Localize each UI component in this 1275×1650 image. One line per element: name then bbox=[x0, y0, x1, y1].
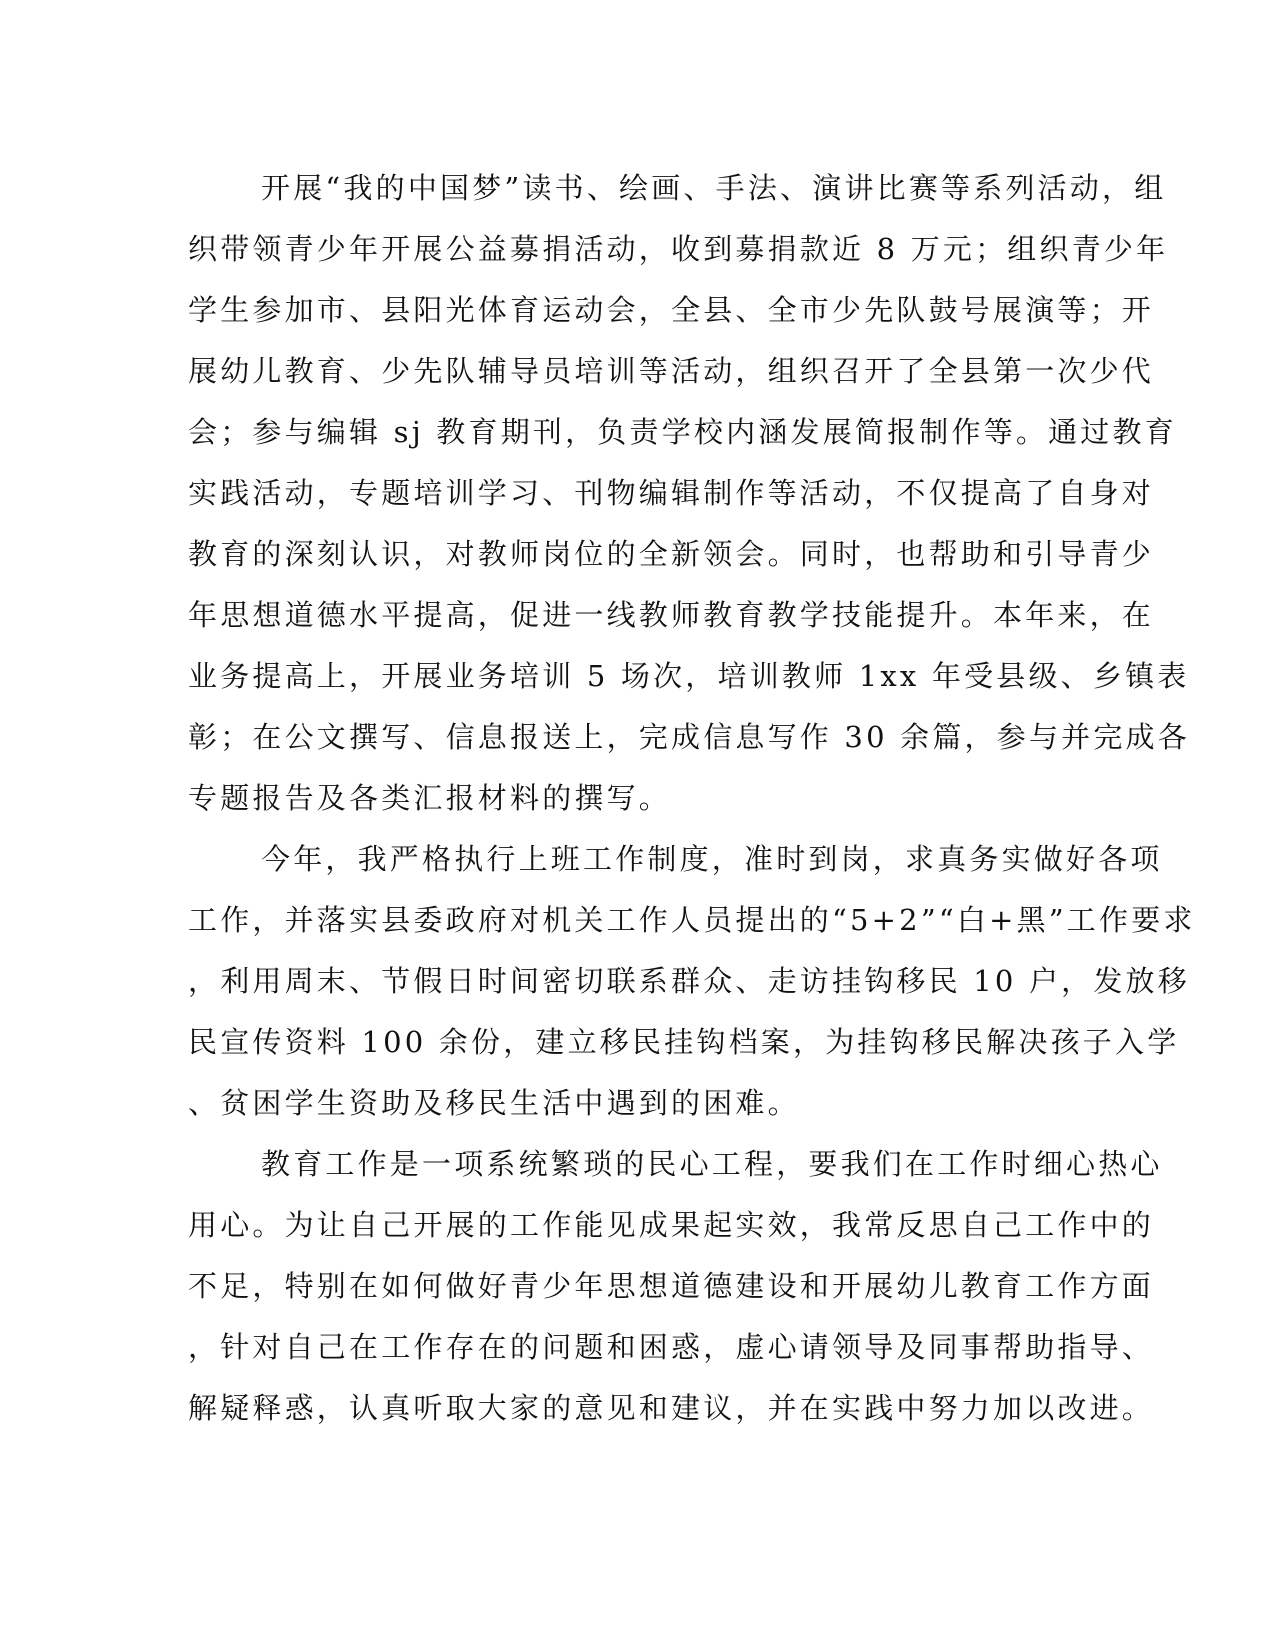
paragraph-3 bbox=[188, 1134, 1163, 1439]
paragraph-line: 年思想道德水平提高，促进一线教师教育教学技能提升。本年来，在 bbox=[188, 598, 1155, 632]
paragraph-line: 今年，我严格执行上班工作制度，准时到岗，求真务实做好各项 bbox=[261, 842, 1163, 876]
paragraph-line: ，利用周末、节假日时间密切联系群众、走访挂钩移民 10 户，发放移 bbox=[188, 964, 1190, 998]
paragraph-1 bbox=[188, 158, 1190, 829]
paragraph-2 bbox=[188, 829, 1196, 1134]
paragraph-line: 工作，并落实县委政府对机关工作人员提出的“5+2”“白+黑”工作要求 bbox=[188, 903, 1196, 937]
paragraph-line: 不足，特别在如何做好青少年思想道德建设和开展幼儿教育工作方面 bbox=[188, 1269, 1155, 1303]
paragraph-line: 展幼儿教育、少先队辅导员培训等活动，组织召开了全县第一次少代 bbox=[188, 354, 1155, 388]
paragraph-line: 专题报告及各类汇报材料的撰写。 bbox=[188, 781, 672, 815]
paragraph-line: ，针对自己在工作存在的问题和困惑，虚心请领导及同事帮助指导、 bbox=[188, 1330, 1155, 1364]
paragraph-line: 教育的深刻认识，对教师岗位的全新领会。同时，也帮助和引导青少 bbox=[188, 537, 1155, 571]
paragraph-line: 民宣传资料 100 余份，建立移民挂钩档案，为挂钩移民解决孩子入学 bbox=[188, 1025, 1180, 1059]
document-body bbox=[188, 158, 1196, 1439]
paragraph-line: 教育工作是一项系统繁琐的民心工程，要我们在工作时细心热心 bbox=[261, 1147, 1163, 1181]
paragraph-line: 解疑释惑，认真听取大家的意见和建议，并在实践中努力加以改进。 bbox=[188, 1391, 1155, 1425]
paragraph-line: 学生参加市、县阳光体育运动会，全县、全市少先队鼓号展演等；开 bbox=[188, 293, 1155, 327]
paragraph-line: 开展“我的中国梦”读书、绘画、手法、演讲比赛等系列活动，组 bbox=[261, 171, 1167, 205]
paragraph-line: 彰；在公文撰写、信息报送上，完成信息写作 30 余篇，参与并完成各 bbox=[188, 720, 1190, 754]
paragraph-line: 、贫困学生资助及移民生活中遇到的困难。 bbox=[188, 1086, 800, 1120]
paragraph-line: 会；参与编辑 sj 教育期刊，负责学校内涵发展简报制作等。通过教育 bbox=[188, 415, 1177, 449]
paragraph-line: 织带领青少年开展公益募捐活动，收到募捐款近 8 万元；组织青少年 bbox=[188, 232, 1169, 266]
paragraph-line: 用心。为让自己开展的工作能见成果起实效，我常反思自己工作中的 bbox=[188, 1208, 1155, 1242]
paragraph-line: 业务提高上，开展业务培训 5 场次，培训教师 1xx 年受县级、乡镇表 bbox=[188, 659, 1190, 693]
paragraph-line: 实践活动，专题培训学习、刊物编辑制作等活动，不仅提高了自身对 bbox=[188, 476, 1155, 510]
